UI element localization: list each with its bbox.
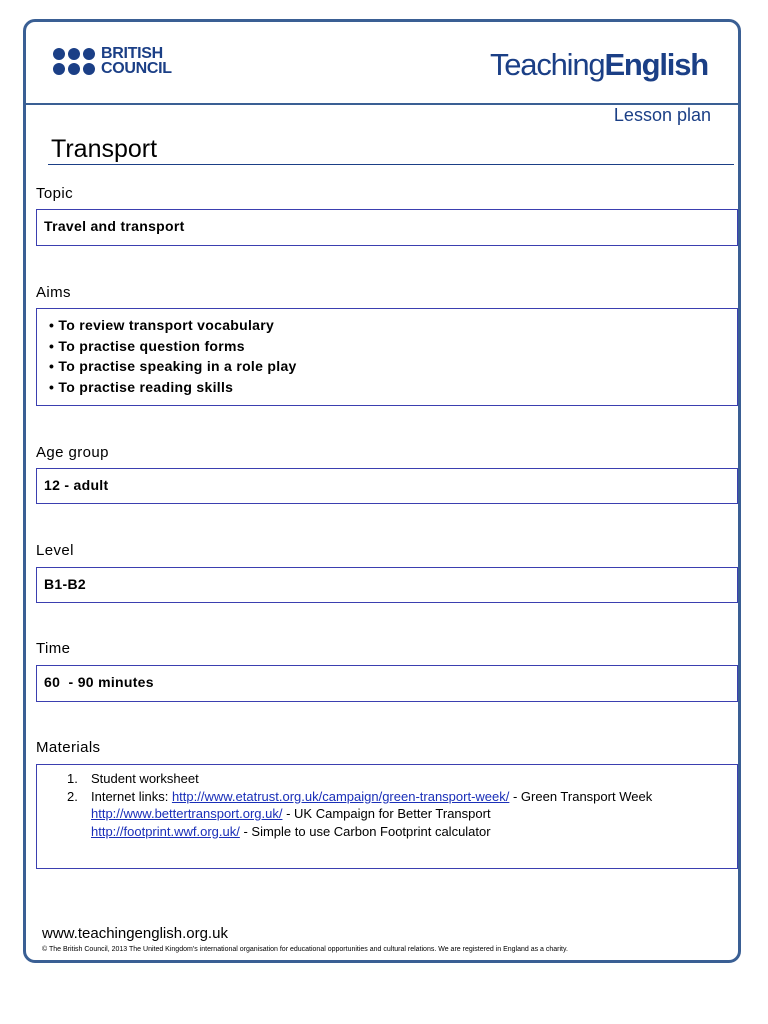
aims-item: • To review transport vocabulary [49, 315, 297, 336]
topic-value: Travel and transport [44, 218, 185, 234]
aims-list [49, 315, 297, 397]
level-label: Level [36, 542, 74, 559]
british-council-logo [53, 46, 172, 76]
materials-item: 1. Student worksheet [67, 771, 199, 786]
level-box [36, 567, 738, 603]
materials-item: 2. Internet links: http://www.etatrust.org.uk/campaign/green-transport-week/ - Green Transport Week http://www.bettertransport.org.uk/ - UK Campaign for Better Transport http://footprint.wwf.org.uk/ - Simple to use Carbon Footprint calculator [67, 788, 653, 839]
aims-item: • To practise reading skills [49, 377, 297, 398]
time-box [36, 665, 738, 702]
aims-item: • To practise question forms [49, 336, 297, 357]
footer-website: www.teachingenglish.org.uk [42, 925, 228, 942]
age-group-value: 12 - adult [44, 477, 109, 493]
link-better-transport[interactable]: http://www.bettertransport.org.uk/ [91, 806, 283, 821]
materials-label: Materials [36, 739, 101, 756]
page-frame [23, 19, 741, 963]
level-value: B1-B2 [44, 576, 86, 592]
link-green-transport-week[interactable]: http://www.etatrust.org.uk/campaign/green-transport-week/ [171, 788, 510, 804]
link-carbon-footprint[interactable]: http://footprint.wwf.org.uk/ [91, 823, 240, 839]
age-group-box [36, 468, 738, 504]
aims-item: • To practise speaking in a role play [49, 356, 297, 377]
title-underline [48, 164, 734, 165]
topic-box [36, 209, 738, 246]
time-value: 60 - 90 minutes [44, 674, 154, 690]
footer-copyright: © The British Council, 2013 The United Kingdom’s international organisation for educational opportunities and cultural relations. We are registered in England as a charity. [42, 946, 568, 953]
teaching-english-logo: TeachingEnglish [489, 47, 708, 82]
aims-box [36, 308, 738, 406]
aims-label: Aims [36, 284, 71, 301]
page-title: Transport [51, 135, 158, 163]
materials-list [67, 770, 652, 840]
age-group-label: Age group [36, 444, 109, 461]
british-council-dots-icon [53, 48, 95, 75]
british-council-wordmark: BRITISH COUNCIL [101, 45, 172, 77]
materials-box [36, 764, 738, 869]
document-type-label: Lesson plan [613, 105, 711, 125]
topic-label: Topic [36, 185, 74, 202]
time-label: Time [36, 640, 71, 657]
